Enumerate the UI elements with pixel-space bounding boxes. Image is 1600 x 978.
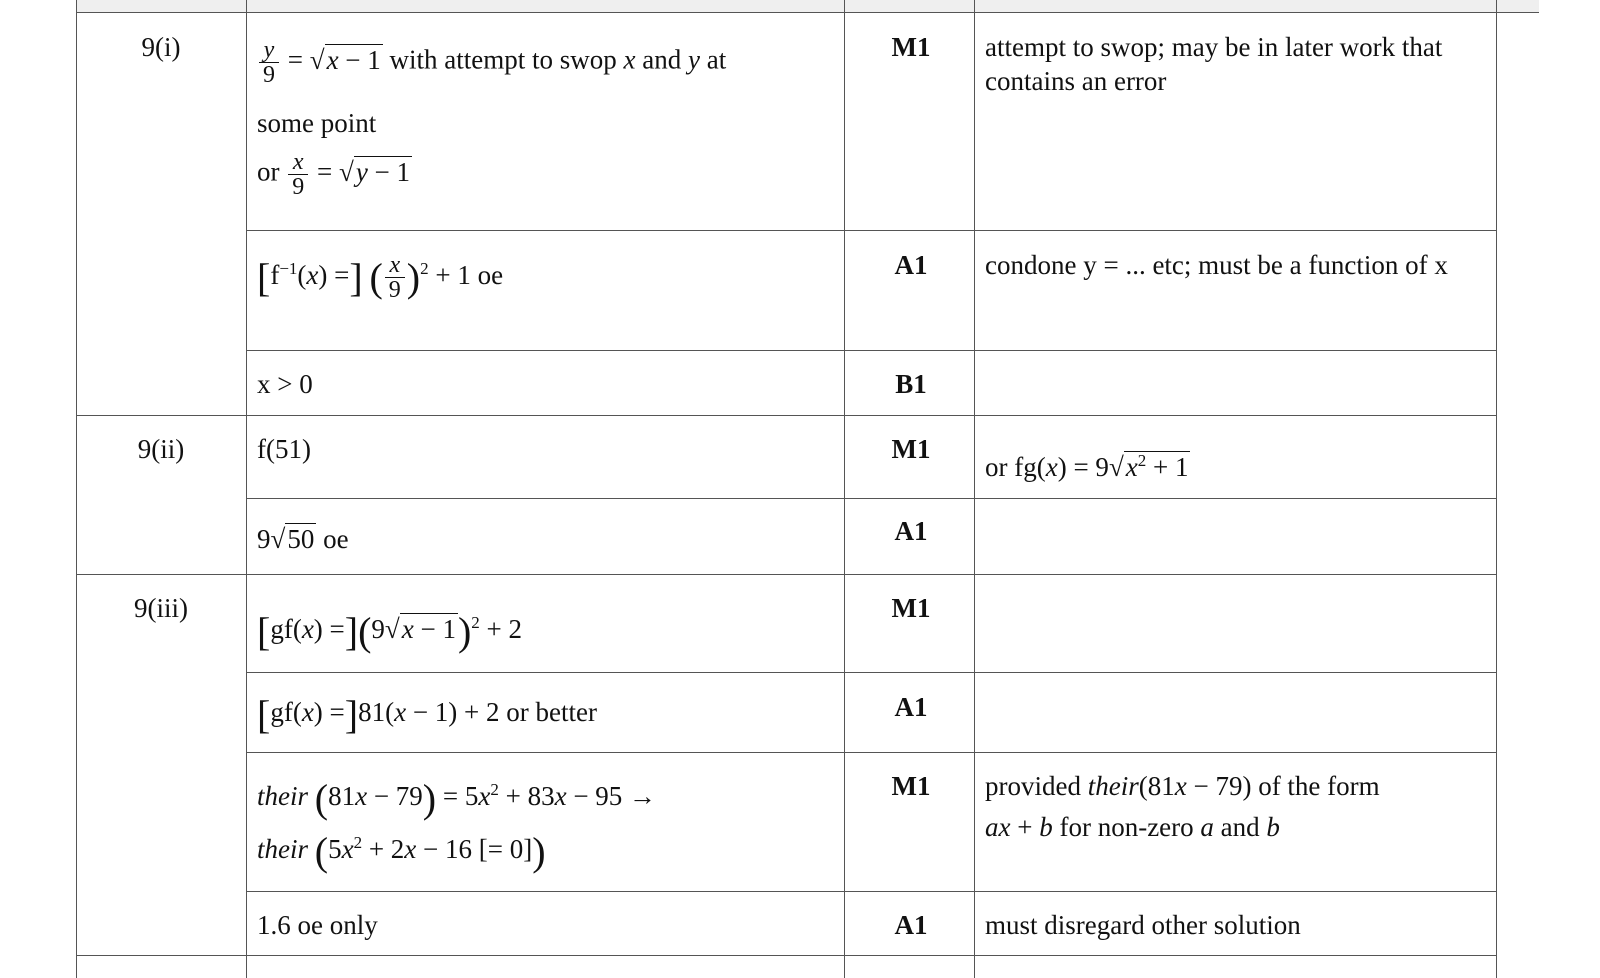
or-better-text: or better — [506, 697, 597, 727]
mark-code: M1 — [891, 771, 931, 801]
mark-code: A1 — [894, 250, 928, 280]
mark-code: M1 — [891, 434, 931, 464]
answer-cell: [$f^{-1}(x)$ =] ( $\frac{x}{9}$ )$^2$ + 1 oe — [257, 252, 504, 304]
mark-code: A1 — [894, 910, 928, 940]
with-attempt-text: with attempt to swop — [389, 44, 617, 75]
of-the-form-text: of the form — [1258, 771, 1380, 801]
answer-cell: $\frac{y}{9}$ = √x − 1 with attempt to swop x and y at — [257, 38, 837, 87]
answer-cell: their ($5x^2 + 2x - 16$ [= 0]) — [257, 828, 546, 874]
row-border — [246, 752, 1496, 753]
guidance-text: condone y = ... etc; must be a function of x — [985, 250, 1448, 280]
answer-cell: 1.6 oe only — [257, 910, 378, 940]
their-text: their — [257, 834, 308, 864]
answer-alt: or $\frac{x}{9}$ = √y − 1 — [257, 149, 411, 200]
answer-cell: 9√50 oe — [257, 524, 349, 554]
fraction: $\frac{y}{9}$ — [259, 38, 279, 87]
table-header-strip — [76, 0, 1539, 13]
col-border — [246, 0, 247, 978]
row-border — [76, 574, 1496, 575]
guidance-text: attempt to swop; may be in later work that contains an error — [985, 32, 1443, 96]
some-point-text: some point — [257, 108, 377, 138]
row-border — [246, 891, 1496, 892]
answer-cell: [gf(x) =]81(x − 1) + 2 or better — [257, 691, 597, 737]
mark-code: A1 — [894, 692, 928, 722]
guidance-formula: or $fg(x) = 9√x^2 + 1$ — [985, 451, 1189, 482]
for-nonzero-text: for non-zero — [1059, 812, 1194, 842]
question-number: 9(ii) — [137, 434, 185, 464]
row-border — [246, 672, 1496, 673]
question-number: 9(iii) — [134, 593, 188, 623]
guidance-text: ax + b for non-zero a and b — [985, 812, 1280, 842]
answer-cell: their $(81x - 79) = 5x^2 + 83x - 95$ → — [257, 775, 657, 821]
mark-code: M1 — [891, 32, 931, 62]
row-border — [246, 230, 1496, 231]
provided-text: provided — [985, 771, 1081, 801]
mark-code: M1 — [891, 593, 931, 623]
guidance-text: must disregard other solution — [985, 910, 1301, 940]
and-text: and — [1220, 812, 1260, 842]
oe-text: oe — [323, 524, 349, 554]
question-number: 9(i) — [141, 32, 181, 62]
their-text: their — [257, 781, 308, 811]
their-text: their — [1087, 771, 1139, 801]
mark-code: A1 — [894, 516, 928, 546]
oe-text: oe — [477, 260, 504, 290]
answer-cell: f(51) — [257, 434, 311, 464]
col-border — [76, 0, 77, 978]
or-text: or — [985, 452, 1008, 482]
fraction: $\frac{x}{9}$ — [288, 150, 308, 199]
col-border — [974, 0, 975, 978]
mark-code: B1 — [895, 369, 927, 399]
answer-cell: x > 0 — [257, 369, 313, 399]
col-border — [844, 0, 845, 978]
row-border — [76, 955, 1496, 956]
guidance-text: provided their(81x − 79) of the form — [985, 771, 1380, 801]
row-border — [246, 498, 1496, 499]
answer-cell: $[gf(x) =](9√x - 1)^2 + 2$ — [257, 608, 523, 654]
col-border — [1496, 0, 1497, 978]
row-border — [246, 350, 1496, 351]
or-text: or — [257, 156, 280, 187]
at-text: at — [706, 44, 727, 75]
mark-scheme-table — [76, 0, 1539, 978]
and-text: and — [642, 44, 682, 75]
row-border — [76, 415, 1496, 416]
